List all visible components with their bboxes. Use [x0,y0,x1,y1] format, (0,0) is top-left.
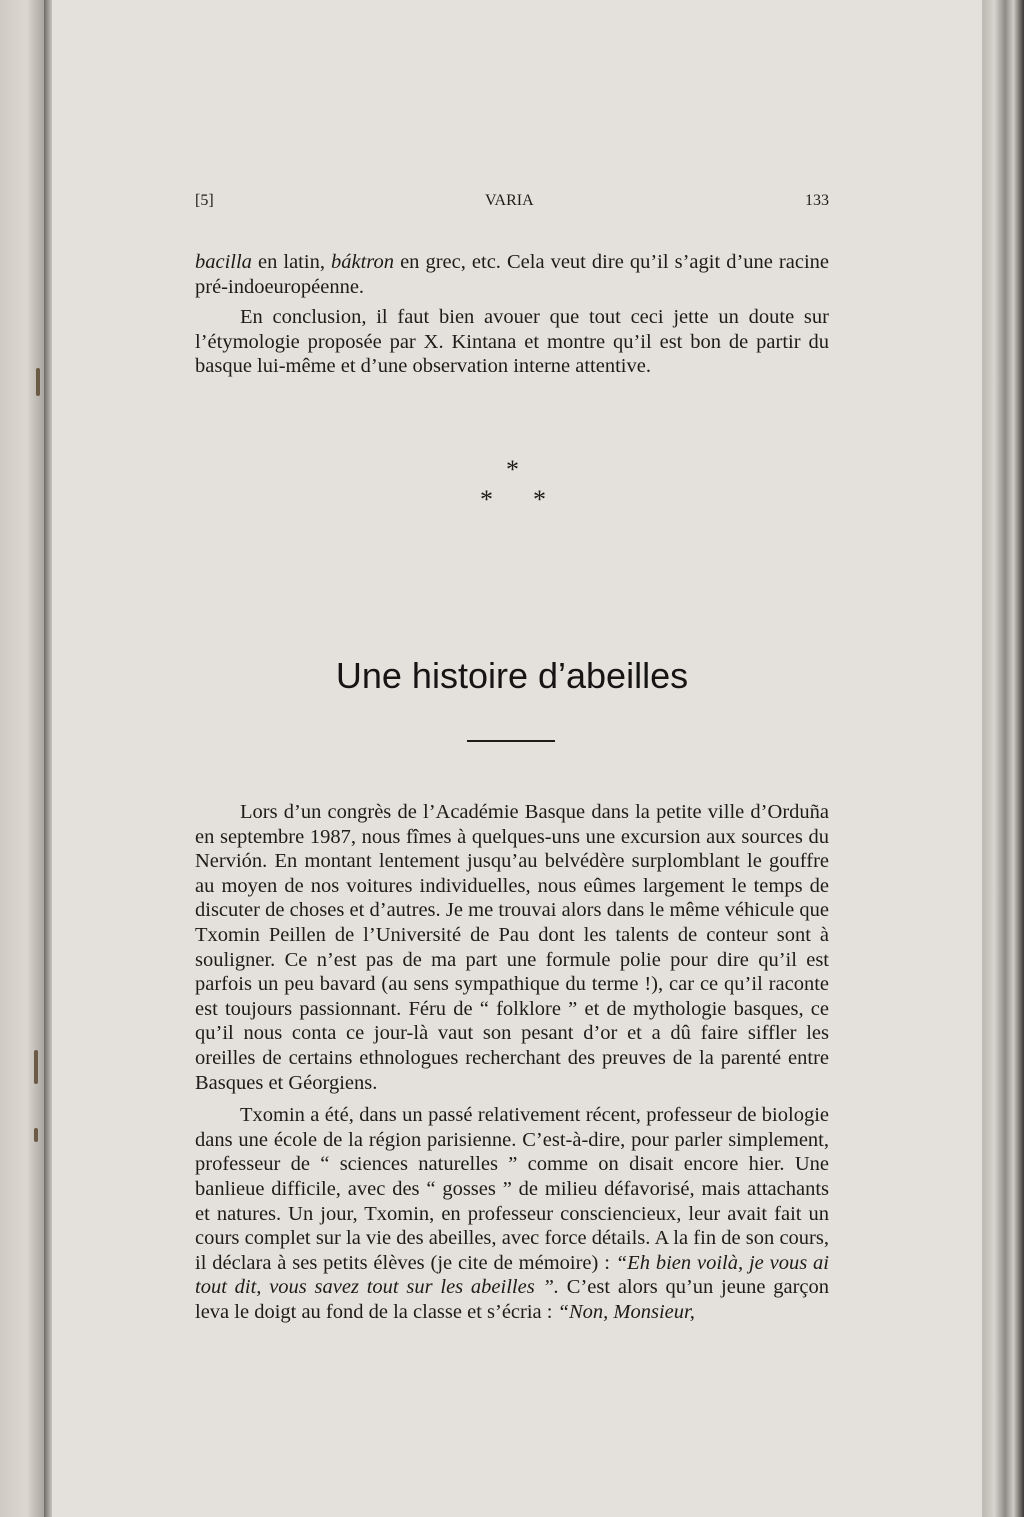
separator-star-top: * [506,455,519,484]
separator-star-left: * [480,485,493,514]
header-section-number: [5] [195,192,214,209]
binding-mark [34,1050,38,1084]
running-header [195,192,829,216]
quoted-speech: “Eh bien voilà, je vous ai tout dit, vous savez tout sur les abeilles ”. [195,1251,829,1299]
paragraph-bacilla [195,250,829,299]
paragraph-text: C’est alors qu’un jeune garçon leva le doigt au fond de la classe et s’écria : [195,1276,829,1323]
paragraph-text: Txomin a été, dans un passé relativement récent, professeur de biologie dans une école de la région parisienne. C’est-à-dire, pour parler simplement, professeur de “ sciences naturelles ” comme on disait encore hier. Une banlieue difficile, avec des “ gosses ” de milieu défavorisé, mais attachants et natures. Un jour, Txomin, en professeur consciencieux, leur avait fait un cours complet sur la vie des abeilles, avec force détails. A la fin de son cours, il déclara à ses petits élèves (je cite de mémoire) : [195,1104,829,1274]
italic-term: báktron [331,251,395,273]
header-page-number: 133 [804,192,829,209]
paragraph-txomin [195,1103,829,1324]
italic-term: bacilla [195,251,252,273]
binding-mark [34,1128,38,1142]
paragraph-conclusion: En conclusion, il faut bien avouer que tout ceci jette un doute sur l’étymologie proposée par X. Kintana et montre qu’il est bon de partir du basque lui-même et d’une observation interne attentive. [195,306,829,378]
book-gutter [44,0,52,1517]
page-stack-edge [982,0,1024,1517]
binding-mark [36,368,40,396]
article-body [195,800,829,1324]
paragraph-orduna: Lors d’un congrès de l’Académie Basque dans la petite ville d’Orduña en septembre 1987, nous fîmes à quelques-uns une excursion aux sources du Nervión. En montant lentement jusqu’au belvédère surplomblant le gouffre au moyen de nos voitures individuelles, nous eûmes largement le temps de discuter de choses et d’autres. Je me trouvai alors dans le même véhicule que Txomin Peillen de l’Université de Pau dont les talents de conteur sont à souligner. Ce n’est pas de ma part une formule polie pour dire qu’il est parfois un peu bavard (au sens sympathique du terme !), car ce qu’il raconte est toujours passionnant. Féru de “ folklore ” et de mythologie basques, ce qu’il nous conta ce jour-là vaut son pesant d’or et a dû faire siffler les oreilles de certains ethnologues recherchant des preuves de la parenté entre Basques et Géorgiens. [195,801,829,1094]
header-section-title: VARIA [485,192,534,209]
title-underline-rule [467,740,555,742]
facing-page-edge [0,0,44,1517]
paragraph-text: en latin, [251,251,331,273]
quoted-speech: “Non, Monsieur, [557,1300,695,1323]
separator-star-right: * [533,485,546,514]
article-title: Une histoire d’abeilles [335,655,689,696]
intro-paragraph [195,250,829,379]
paragraph-text: en grec, etc. Cela veut dire qu’il s’agit d’une racine pré-indoeuropéenne. [195,251,829,298]
